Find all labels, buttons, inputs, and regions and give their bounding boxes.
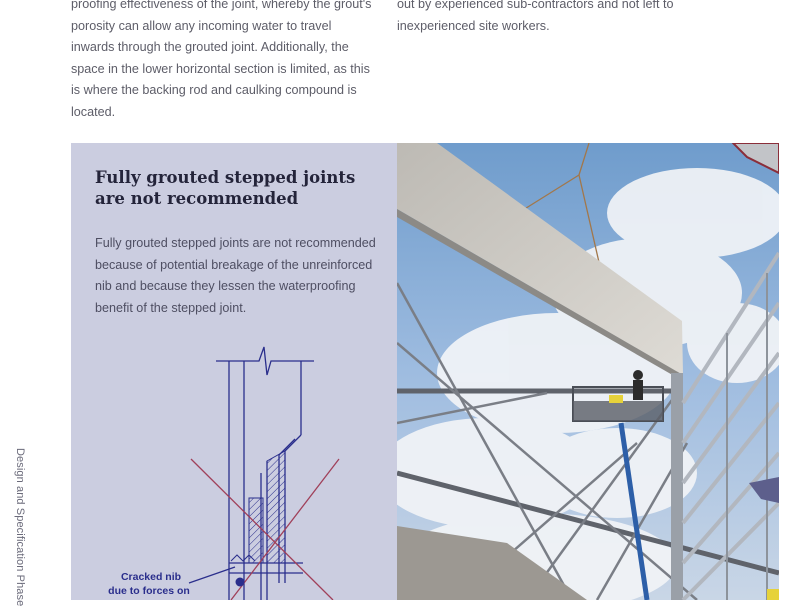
panel-body-text: Fully grouted stepped joints are not recommended because of potential breakage of the unreinforced nib and because they lessen the waterproofing benefit of the stepped joint. (95, 236, 376, 315)
panel-title: Fully grouted stepped joints are not recommended (95, 168, 356, 208)
intro-paragraph-left: proofing effectiveness of the joint, whereby the grout's porosity can allow any incoming water to travel inwards through the grouted joint. Additionally, the space in the lower horizontal section is limited, as this is where the backing rod and caulking compound is located. (71, 0, 372, 119)
not-recommended-cross (191, 459, 339, 600)
grout-hatch-lower (249, 498, 263, 563)
stepped-joint-diagram (71, 143, 397, 600)
section-side-label: Design and Specification Phase (14, 448, 26, 606)
callout-text-line2: due to forces on (108, 585, 190, 597)
intro-paragraph-right: out by experienced sub-contractors and not left to inexperienced site workers. (397, 0, 674, 33)
grout-hatch (267, 451, 285, 563)
construction-photo (397, 143, 779, 600)
info-panel (71, 143, 397, 600)
backing-rod-dot (236, 578, 245, 587)
steel-column (671, 373, 683, 600)
worker (633, 370, 643, 380)
joint-section-drawing (216, 347, 314, 600)
callout-text-line1: Cracked nib (120, 571, 182, 583)
callout-arrow (189, 567, 235, 583)
